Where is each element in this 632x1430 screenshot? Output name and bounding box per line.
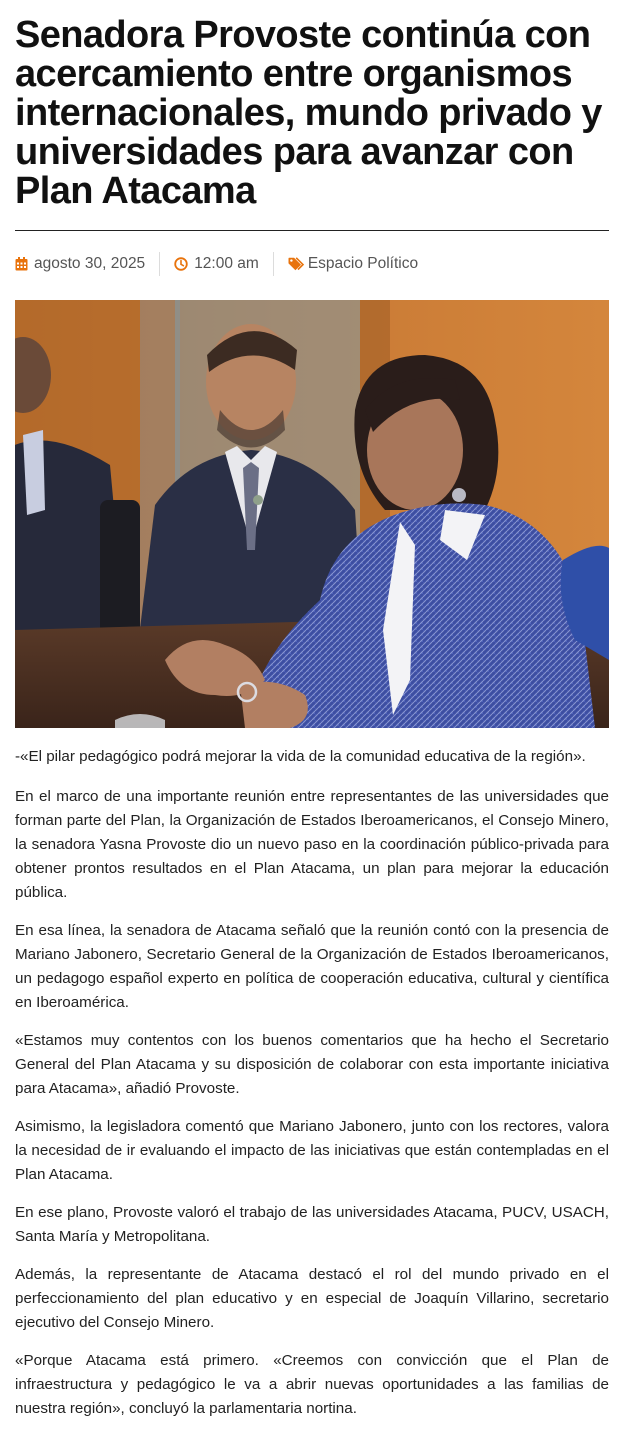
article [15,0,609,1421]
article-meta [15,251,609,277]
article-category-link[interactable]: Espacio Político [307,255,419,272]
article-date[interactable]: agosto 30, 2025 [34,255,146,272]
title-divider [15,230,609,231]
meta-separator [273,252,274,276]
article-paragraph: «Porque Atacama está primero. «Creemos con convicción que el Plan de infraestructura y pedagógico le va a abrir nuevas oportunidades a las familias de nuestra región», concluyó la parlamentaria nortina. [15,1352,609,1417]
article-paragraph: En ese plano, Provoste valoró el trabajo de las universidades Atacama, PUCV, USACH, Santa María y Metropolitana. [15,1204,609,1245]
article-body [15,785,609,1421]
article-photo [15,300,609,728]
article-paragraph: En esa línea, la senadora de Atacama señaló que la reunión contó con la presencia de Mariano Jabonero, Secretario General de la Organización de Estados Iberoamericanos, un pedagogo español experto en política de cooperación educativa, cultural y científica en Iberoamérica. [15,922,609,1011]
article-paragraph: Además, la representante de Atacama destacó el rol del mundo privado en el perfeccionamiento del plan educativo y en especial de Joaquín Villarino, secretario ejecutivo del Consejo Minero. [15,1266,609,1331]
article-title: Senadora Provoste continúa con acercamiento entre organismos internacionales, mundo privado y universidades para avanzar con Plan Atacama [15,14,602,212]
article-time[interactable]: 12:00 am [194,255,259,272]
calendar-icon [15,257,28,271]
clock-icon [174,257,188,271]
article-paragraph: «Estamos muy contentos con los buenos comentarios que ha hecho el Secretario General del Plan Atacama y su disposición de colaborar con esta importante iniciativa para Atacama», añadió Provoste. [15,1032,609,1097]
article-paragraph: En el marco de una importante reunión entre representantes de las universidades que forman parte del Plan, la Organización de Estados Iberoamericanos, el Consejo Minero, la senadora Yasna Provoste dio un nuevo paso en la coordinación público-privada para obtener prontos resultados en el Plan Atacama, un plan para mejorar la educación pública. [15,788,609,901]
article-paragraph: Asimismo, la legisladora comentó que Mariano Jabonero, junto con los rectores, valora la necesidad de ir evaluando el impacto de las iniciativas que están contempladas en el Plan Atacama. [15,1118,609,1183]
photo-caption: -«El pilar pedagógico podrá mejorar la vida de la comunidad educativa de la región». [15,748,586,765]
date-meta [15,255,145,273]
category-meta [288,255,418,273]
tags-icon [288,257,306,271]
time-meta [174,255,259,273]
meta-separator [159,252,160,276]
